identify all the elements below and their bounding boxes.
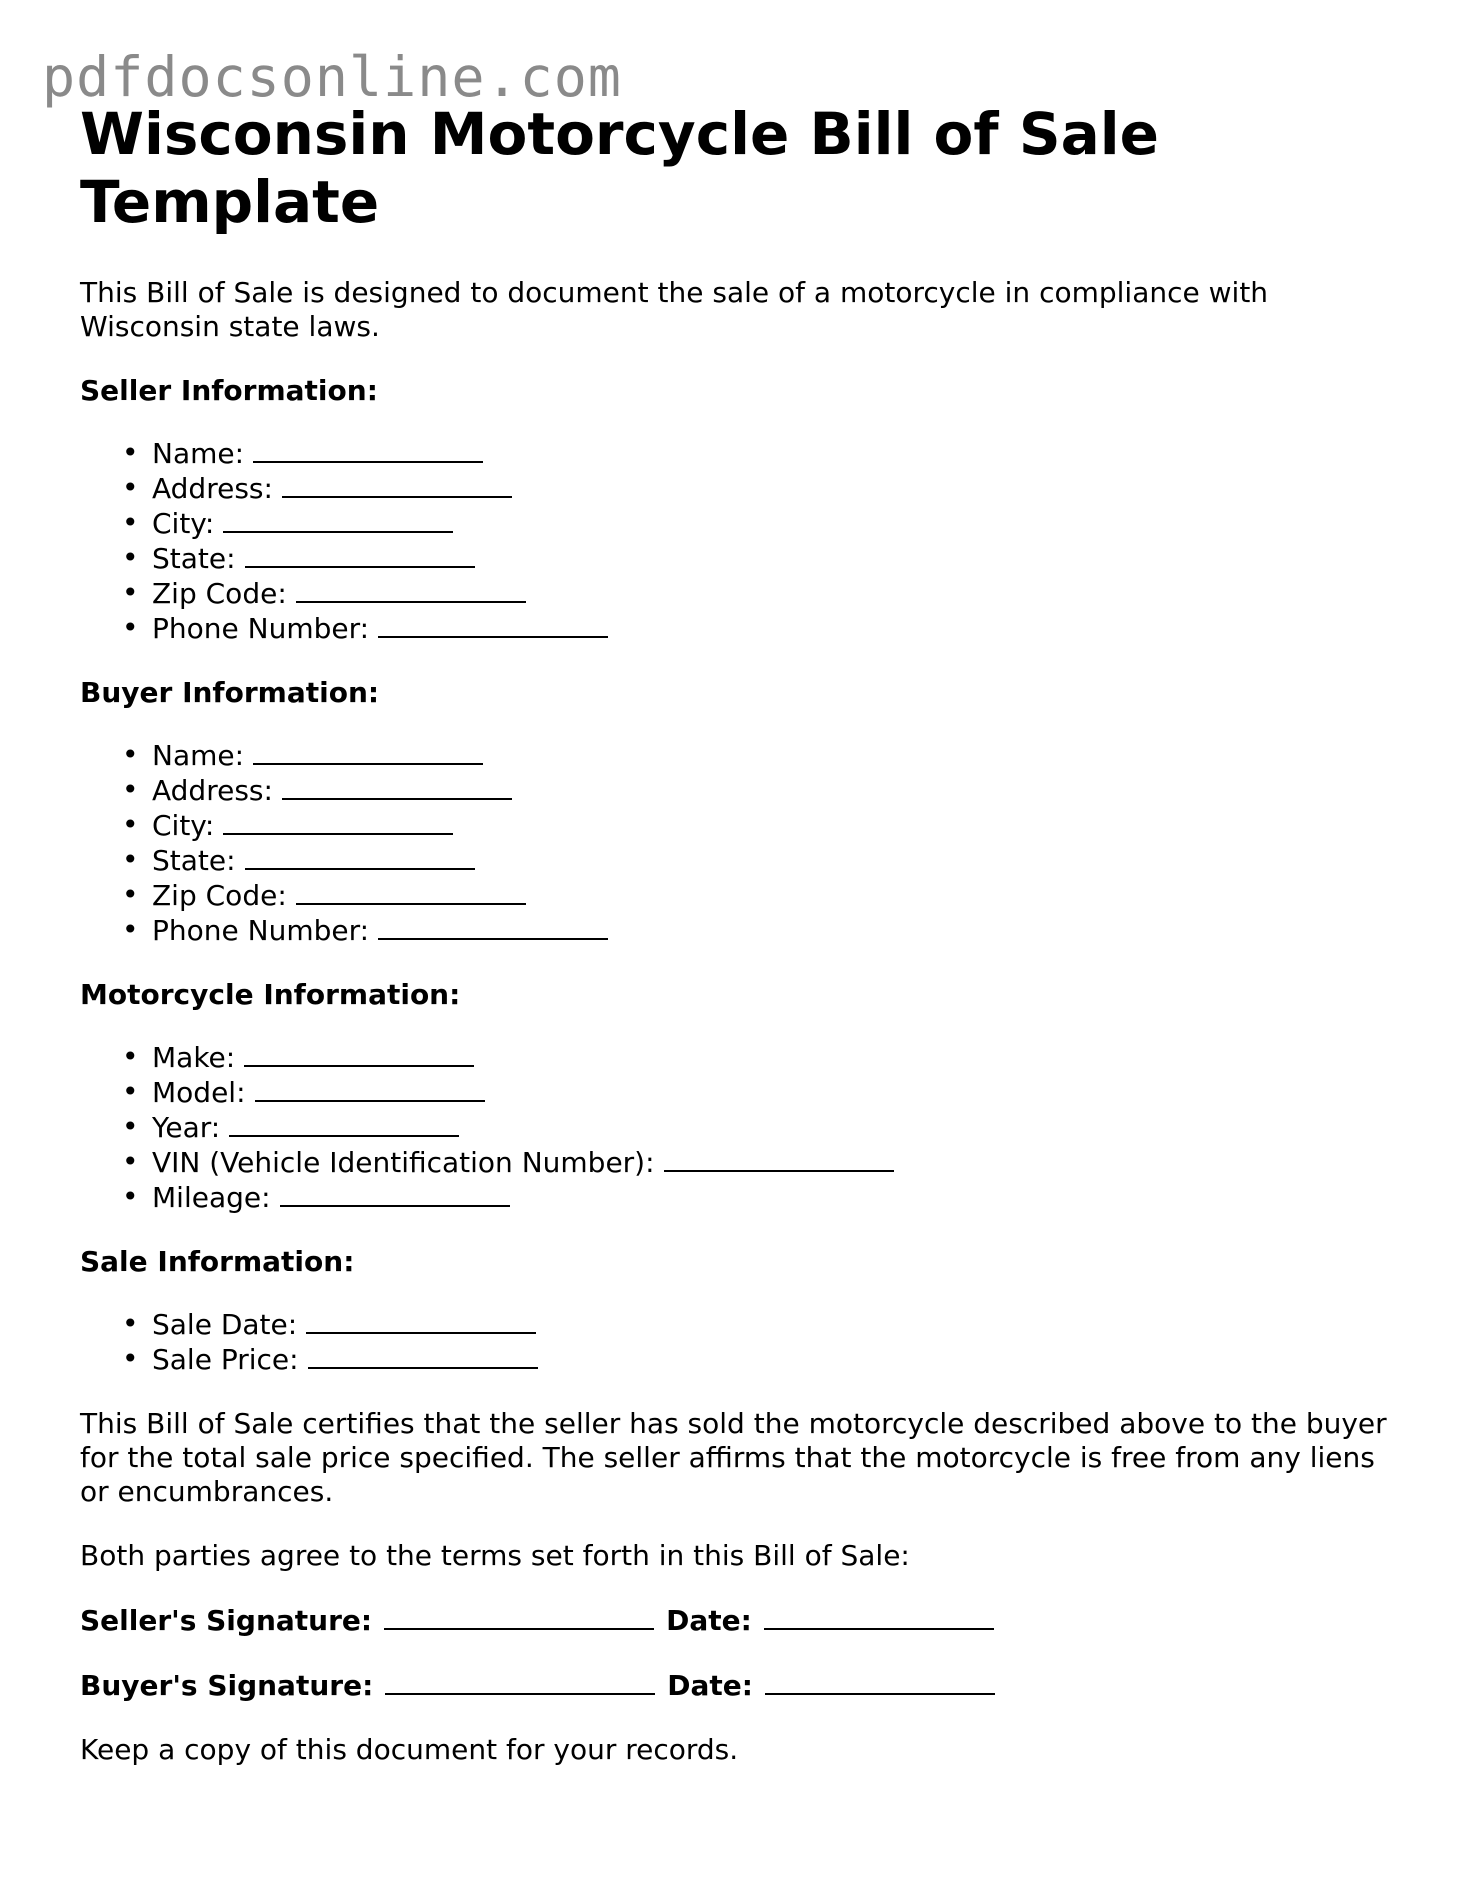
- list-item: [122, 471, 1400, 506]
- watermark: pdfdocsonline.com: [42, 45, 622, 109]
- motorcycle-field-list: [80, 1040, 1400, 1215]
- seller-date-label: Date:: [666, 1604, 752, 1637]
- bullet-icon: •: [122, 1075, 139, 1108]
- sale-date-blank[interactable]: [306, 1307, 536, 1334]
- buyer-phone-blank[interactable]: [378, 913, 608, 940]
- list-item: [122, 541, 1400, 576]
- year-blank[interactable]: [229, 1110, 459, 1137]
- buyer-signature-blank[interactable]: [385, 1668, 655, 1695]
- buyer-city-blank[interactable]: [223, 808, 453, 835]
- document-page: [80, 100, 1400, 1767]
- bullet-icon: •: [122, 738, 139, 771]
- seller-signature-line: [80, 1603, 1400, 1638]
- buyer-section-heading: Buyer Information:: [80, 676, 380, 709]
- seller-phone-blank[interactable]: [378, 611, 608, 638]
- buyer-date-label: Date:: [667, 1669, 753, 1702]
- list-item: [122, 913, 1400, 948]
- bullet-icon: •: [122, 1180, 139, 1213]
- buyer-signature-label: Buyer's Signature:: [80, 1669, 374, 1702]
- bullet-icon: •: [122, 1110, 139, 1143]
- mileage-blank[interactable]: [280, 1180, 510, 1207]
- list-item: [122, 808, 1400, 843]
- bullet-icon: •: [122, 436, 139, 469]
- list-item: [122, 773, 1400, 808]
- bullet-icon: •: [122, 1145, 139, 1178]
- sale-price-blank[interactable]: [308, 1342, 538, 1369]
- field-label: VIN (Vehicle Identification Number):: [152, 1146, 655, 1179]
- vin-blank[interactable]: [664, 1145, 894, 1172]
- intro-paragraph: This Bill of Sale is designed to document the sale of a motorcycle in compliance with Wisconsin state laws.: [80, 276, 1269, 343]
- field-label: Sale Date:: [152, 1308, 298, 1341]
- field-label: State:: [152, 844, 236, 877]
- seller-signature-label: Seller's Signature:: [80, 1604, 373, 1637]
- seller-section-heading: Seller Information:: [80, 374, 378, 407]
- list-item: [122, 611, 1400, 646]
- buyer-field-list: [80, 738, 1400, 948]
- field-label: Make:: [152, 1041, 236, 1074]
- list-item: [122, 506, 1400, 541]
- seller-address-blank[interactable]: [282, 471, 512, 498]
- bullet-icon: •: [122, 611, 139, 644]
- bullet-icon: •: [122, 878, 139, 911]
- list-item: [122, 738, 1400, 773]
- list-item: [122, 436, 1400, 471]
- bullet-icon: •: [122, 773, 139, 806]
- certification-paragraph: This Bill of Sale certifies that the seller has sold the motorcycle described above to the buyer for the total sale price specified. The seller affirms that the motorcycle is free from any liens or encumbrances.: [80, 1407, 1387, 1508]
- list-item: [122, 1342, 1400, 1377]
- buyer-signature-line: [80, 1668, 1400, 1703]
- seller-city-blank[interactable]: [223, 506, 453, 533]
- field-label: Year:: [152, 1111, 221, 1144]
- field-label: Name:: [152, 739, 245, 772]
- seller-date-blank[interactable]: [764, 1603, 994, 1630]
- model-blank[interactable]: [255, 1075, 485, 1102]
- field-label: Address:: [152, 472, 273, 505]
- field-label: Model:: [152, 1076, 246, 1109]
- bullet-icon: •: [122, 808, 139, 841]
- bullet-icon: •: [122, 1307, 139, 1340]
- bullet-icon: •: [122, 576, 139, 609]
- sale-section-heading: Sale Information:: [80, 1245, 355, 1278]
- list-item: [122, 843, 1400, 878]
- field-label: Mileage:: [152, 1181, 271, 1214]
- field-label: Sale Price:: [152, 1343, 299, 1376]
- list-item: [122, 1075, 1400, 1110]
- list-item: [122, 576, 1400, 611]
- field-label: State:: [152, 542, 236, 575]
- bullet-icon: •: [122, 843, 139, 876]
- field-label: Zip Code:: [152, 577, 287, 610]
- bullet-icon: •: [122, 506, 139, 539]
- buyer-state-blank[interactable]: [245, 843, 475, 870]
- buyer-name-blank[interactable]: [253, 738, 483, 765]
- list-item: [122, 1110, 1400, 1145]
- buyer-address-blank[interactable]: [282, 773, 512, 800]
- buyer-zip-blank[interactable]: [296, 878, 526, 905]
- field-label: Zip Code:: [152, 879, 287, 912]
- seller-state-blank[interactable]: [245, 541, 475, 568]
- buyer-date-blank[interactable]: [765, 1668, 995, 1695]
- bullet-icon: •: [122, 913, 139, 946]
- document-title: Wisconsin Motorcycle Bill of Sale Template: [80, 100, 1159, 236]
- footer-note: Keep a copy of this document for your records.: [80, 1733, 739, 1766]
- seller-name-blank[interactable]: [253, 436, 483, 463]
- agreement-paragraph: Both parties agree to the terms set forth in this Bill of Sale:: [80, 1539, 910, 1572]
- make-blank[interactable]: [244, 1040, 474, 1067]
- bullet-icon: •: [122, 1040, 139, 1073]
- list-item: [122, 1180, 1400, 1215]
- sale-field-list: [80, 1307, 1400, 1377]
- field-label: Phone Number:: [152, 914, 370, 947]
- seller-field-list: [80, 436, 1400, 646]
- motorcycle-section-heading: Motorcycle Information:: [80, 978, 461, 1011]
- field-label: City:: [152, 809, 215, 842]
- bullet-icon: •: [122, 541, 139, 574]
- list-item: [122, 1040, 1400, 1075]
- bullet-icon: •: [122, 1342, 139, 1375]
- field-label: Address:: [152, 774, 273, 807]
- list-item: [122, 1307, 1400, 1342]
- list-item: [122, 1145, 1400, 1180]
- seller-zip-blank[interactable]: [296, 576, 526, 603]
- list-item: [122, 878, 1400, 913]
- seller-signature-blank[interactable]: [384, 1603, 654, 1630]
- field-label: Phone Number:: [152, 612, 370, 645]
- bullet-icon: •: [122, 471, 139, 504]
- field-label: Name:: [152, 437, 245, 470]
- field-label: City:: [152, 507, 215, 540]
